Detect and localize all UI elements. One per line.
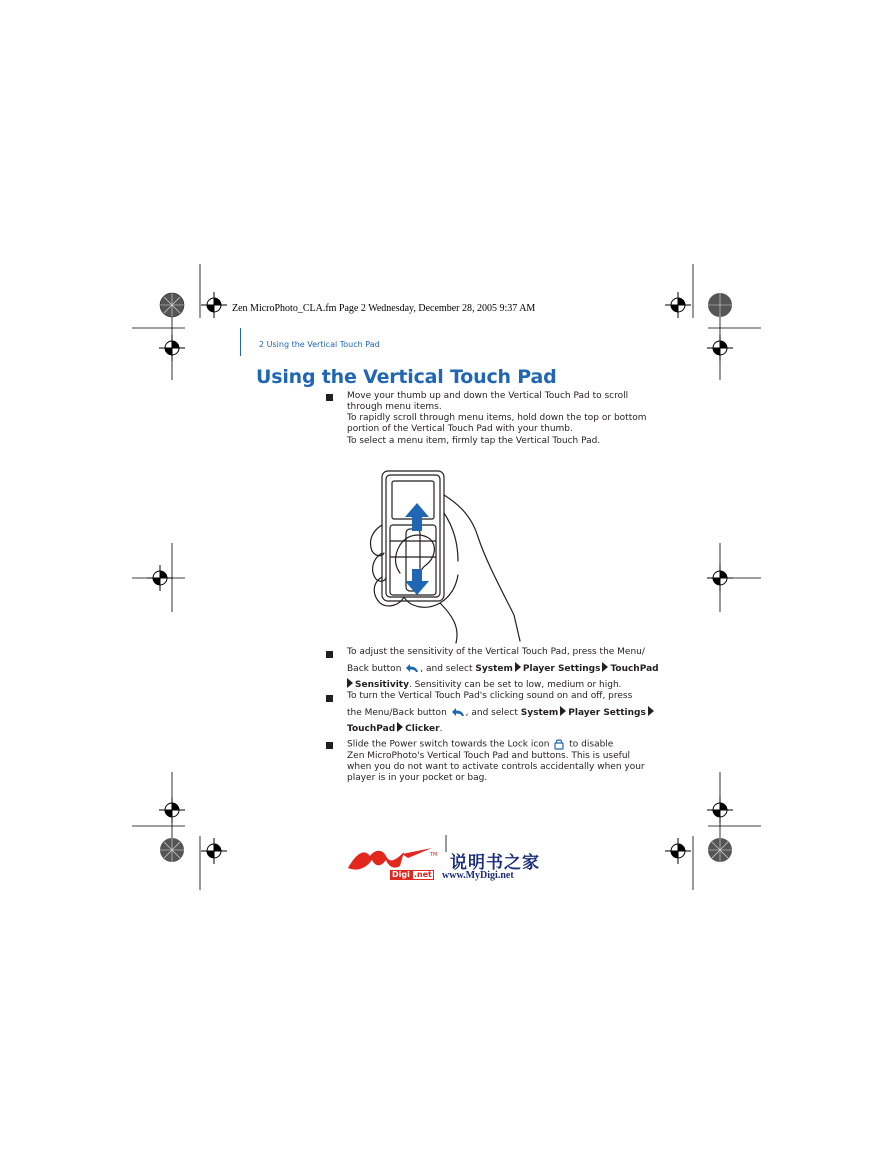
sensitivity-line-1: To adjust the sensitivity of the Vertical Touch Pad, press the Menu/ — [347, 647, 645, 657]
intro-line-2: through menu items. — [347, 402, 442, 412]
right-triangle-icon — [648, 706, 654, 716]
clicker-line-3 — [347, 722, 442, 735]
right-triangle-icon — [515, 662, 521, 672]
lock-line-3: when you do not want to activate controls accidentally when your — [347, 762, 645, 772]
lock-line-2: Zen MicroPhoto's Vertical Touch Pad and buttons. This is useful — [347, 751, 631, 761]
net-badge-text: .net — [413, 870, 432, 879]
clicker-text: , and select — [465, 708, 518, 718]
mydigi-logo — [346, 846, 546, 886]
digi-badge-text: Digi — [392, 870, 410, 879]
digi-badge — [390, 870, 434, 880]
right-triangle-icon — [397, 722, 403, 732]
bullet — [326, 695, 333, 702]
right-triangle-icon — [560, 706, 566, 716]
bullet — [326, 394, 333, 401]
lock-line-1 — [347, 738, 613, 751]
bullet — [326, 742, 333, 749]
running-head-rule — [240, 328, 241, 356]
bullet — [326, 651, 333, 658]
clicker-line-1: To turn the Vertical Touch Pad's clicking sound on and off, press — [347, 691, 633, 701]
clicker-text: the Menu/Back button — [347, 708, 447, 718]
lock-icon — [552, 738, 566, 750]
my-swoosh-logo-icon — [346, 846, 436, 872]
intro-line-3: To rapidly scroll through menu items, hold down the top or bottom — [347, 413, 647, 423]
menu-back-icon — [404, 663, 420, 675]
sensitivity-text: , and select — [420, 664, 473, 674]
menu-path-player-settings: Player Settings — [522, 664, 601, 674]
logo-cn-text: 说明书之家 — [450, 853, 540, 873]
lock-text: Slide the Power switch towards the Lock icon — [347, 739, 550, 750]
menu-path-sensitivity: Sensitivity — [355, 680, 409, 690]
intro-line-4: portion of the Vertical Touch Pad with your thumb. — [347, 424, 573, 434]
menu-back-icon — [450, 707, 466, 719]
menu-path-system: System — [475, 664, 513, 674]
lock-line-4: player is in your pocket or bag. — [347, 773, 488, 783]
clicker-text: . — [439, 724, 443, 734]
sensitivity-text: . Sensitivity can be set to low, medium or high. — [408, 680, 622, 690]
sensitivity-text: Back button — [347, 664, 402, 674]
lock-text: to disable — [569, 739, 614, 750]
intro-line-1: Move your thumb up and down the Vertical Touch Pad to scroll — [347, 391, 629, 401]
clicker-line-2 — [347, 706, 656, 719]
menu-path-player-settings: Player Settings — [568, 708, 646, 718]
right-triangle-icon — [602, 662, 608, 672]
trademark-text: TM — [430, 852, 438, 858]
menu-path-clicker: Clicker — [405, 724, 440, 734]
sensitivity-line-2 — [347, 662, 659, 675]
right-triangle-icon — [347, 678, 353, 688]
menu-path-system: System — [520, 708, 559, 718]
page-title: Using the Vertical Touch Pad — [256, 366, 557, 388]
sensitivity-line-3 — [347, 678, 622, 691]
menu-path-touchpad: TouchPad — [347, 724, 396, 734]
print-header: Zen MicroPhoto_CLA.fm Page 2 Wednesday, December 28, 2005 9:37 AM — [232, 303, 536, 314]
running-head: 2 Using the Vertical Touch Pad — [259, 340, 380, 349]
touchpad-illustration — [360, 465, 530, 645]
logo-url: www.MyDigi.net — [442, 870, 514, 881]
intro-line-5: To select a menu item, firmly tap the Vertical Touch Pad. — [347, 436, 601, 446]
menu-path-touchpad: TouchPad — [610, 664, 659, 674]
